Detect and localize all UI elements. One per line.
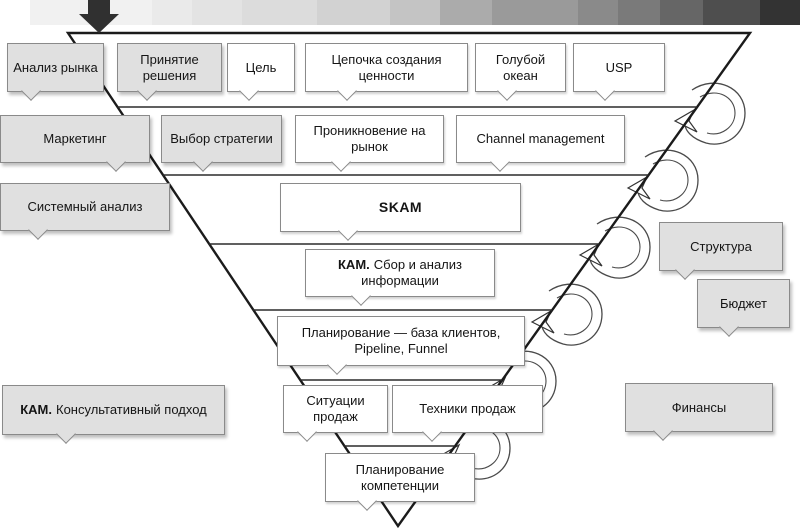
box-label: Планирование — база клиентов, Pipeline, Funnel [301, 325, 501, 356]
box-vybor-strategii [161, 115, 282, 163]
box-label: Проникновение на рынок [313, 123, 426, 154]
box-planirovanie-baza [277, 316, 525, 366]
box-channel-management [456, 115, 625, 163]
box-struktura [659, 222, 783, 271]
box-label: Голубой океан [495, 51, 546, 83]
loop-arrow-icon [532, 284, 602, 345]
box-label: Системный анализ [27, 199, 143, 215]
box-label: Структура [690, 238, 752, 254]
box-proniknovenie [295, 115, 444, 163]
box-label: Консультативный подход [56, 402, 207, 418]
box-sistemny-analiz [0, 183, 170, 231]
loop-arrow-icon [628, 150, 698, 211]
box-usp [573, 43, 665, 92]
box-skam [280, 183, 521, 232]
box-label: SKAM [378, 198, 423, 215]
loop-arrow-icon [675, 83, 745, 144]
box-situatsii-prodazh [283, 385, 388, 433]
box-prinyatie-resheniya [117, 43, 222, 92]
box-finansy [625, 383, 773, 432]
box-planirovanie-kompetentsii [325, 453, 475, 502]
box-goluboy-okean [475, 43, 566, 92]
box-label: Ситуации продаж [306, 393, 365, 424]
box-tsepochka-sozdaniya [305, 43, 468, 92]
box-label: Цепочка создания ценности [331, 51, 442, 83]
box-label: Принятие решения [140, 51, 199, 83]
box-label: Маркетинг [43, 131, 107, 147]
box-label: Анализ рынка [13, 59, 98, 75]
box-marketing [0, 115, 150, 163]
box-label: Планирование компетенции [355, 461, 445, 493]
box-label: Техники продаж [419, 401, 516, 417]
loop-arrow-icon [580, 217, 650, 278]
box-label: Channel management [476, 131, 605, 147]
box-byudzhet [697, 279, 790, 328]
box-kam-podkhod [2, 385, 225, 435]
box-label: USP [605, 59, 633, 75]
box-label-prefix: КАМ. [20, 402, 52, 418]
box-label: Бюджет [719, 295, 768, 311]
box-label: Сбор и анализ информации [361, 257, 462, 288]
box-label: Выбор стратегии [170, 131, 273, 147]
box-label: Финансы [671, 399, 727, 415]
box-analiz-rynka [7, 43, 104, 92]
box-kam-sbor [305, 249, 495, 297]
box-label: Цель [245, 59, 277, 75]
box-tekhniki-prodazh [392, 385, 543, 433]
down-arrow-icon [79, 0, 119, 33]
box-label-prefix: КАМ. [338, 257, 370, 273]
box-tsel [227, 43, 295, 92]
